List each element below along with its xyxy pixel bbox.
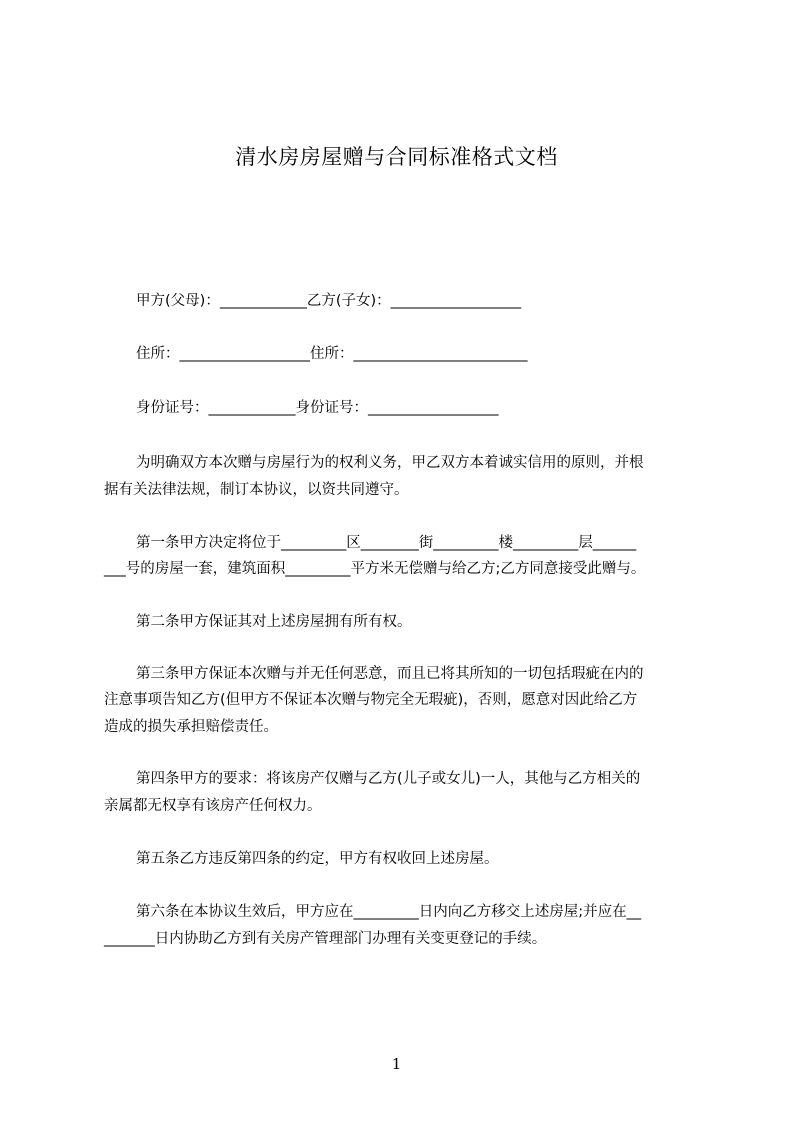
preamble-line-2: 据有关法律法规，制订本协议，以资共同遵守。 — [104, 482, 409, 498]
article-3-line-1: 第三条甲方保证本次赠与并无任何恶意，而且已将其所知的一切包括瑕疵在内的 — [136, 666, 644, 682]
article-4-line-1: 第四条甲方的要求：将该房产仅赠与乙方(儿子或女儿)一人，其他与乙方相关的 — [136, 771, 641, 787]
article-1-line-1: 第一条甲方决定将位于_________区________街_________楼_________层______ — [136, 535, 637, 551]
party-id-line: 身份证号：____________身份证号：__________________ — [136, 400, 499, 416]
article-4-line-2: 亲属都无权享有该房产任何权力。 — [104, 798, 322, 814]
article-5-line-1: 第五条乙方违反第四条的约定，甲方有权收回上述房屋。 — [136, 851, 499, 867]
party-names-line: 甲方(父母)：____________乙方(子女)：__________________ — [136, 293, 522, 309]
article-6-line-1: 第六条在本协议生效后，甲方应在_________日内向乙方移交上述房屋;并应在__ — [136, 904, 642, 920]
article-3-line-2: 注意事项告知乙方(但甲方不保证本次赠与物完全无瑕疵)，否则，愿意对因此给乙方 — [104, 692, 638, 708]
party-address-line: 住所：__________________住所：________________________ — [136, 346, 528, 362]
article-6-line-2: _______日内协助乙方到有关房产管理部门办理有关变更登记的手续。 — [104, 931, 547, 947]
article-1-line-2: ___号的房屋一套，建筑面积_________平方米无偿赠与给乙方;乙方同意接受此赠与。 — [104, 561, 646, 577]
page-number: 1 — [391, 1055, 402, 1073]
preamble-line-1: 为明确双方本次赠与房屋行为的权利义务，甲乙双方本着诚实信用的原则，并根 — [136, 455, 644, 471]
article-3-line-3: 造成的损失承担赔偿责任。 — [104, 719, 278, 735]
document-title: 清水房房屋赠与合同标准格式文档 — [235, 145, 558, 169]
article-2-line-1: 第二条甲方保证其对上述房屋拥有所有权。 — [136, 614, 412, 630]
